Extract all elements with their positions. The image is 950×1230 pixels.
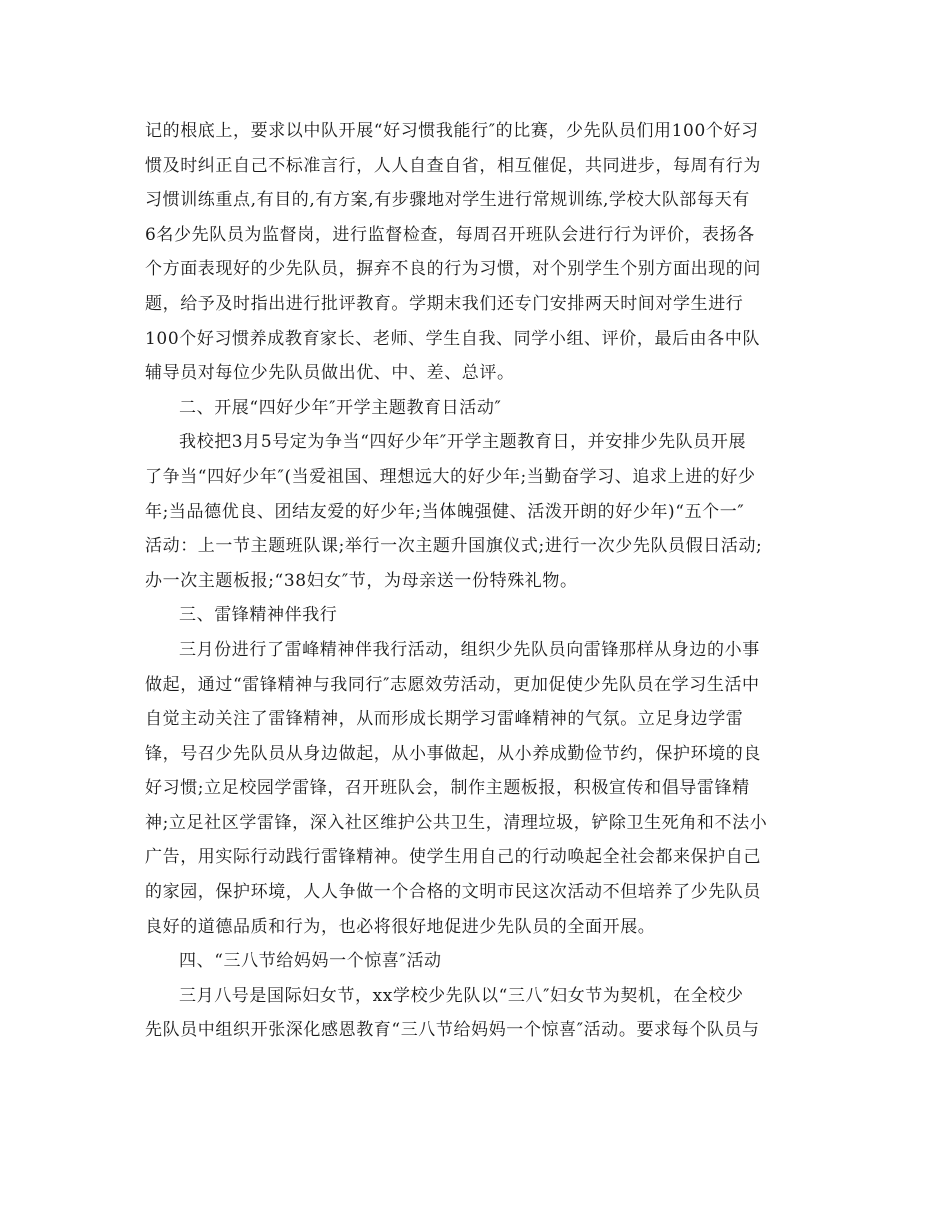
text-line: 记的根底上，要求以中队开展“好习惯我能行″的比赛，少先队员们用100个好习 — [145, 121, 759, 141]
section-heading: 三、雷锋精神伴我行 — [179, 605, 338, 626]
text-line: 神;立足社区学雷锋，深入社区维护公共卫生，清理垃圾，铲除卫生死角和不法小 — [145, 812, 768, 833]
text-line: 好习惯;立足校园学雷锋，召开班队会，制作主题板报，积极宣传和倡导雷锋精 — [145, 778, 750, 799]
text-line: 题，给予及时指出进行批评教育。学期末我们还专门安排两天时间对学生进行 — [145, 293, 744, 314]
text-line: 辅导员对每位少先队员做出优、中、差、总评。 — [145, 363, 515, 384]
text-line: 做起，通过“雷锋精神与我同行″志愿效劳活动，更加促使少先队员在学习生活中 — [145, 674, 760, 695]
section-heading: 二、开展“四好少年″开学主题教育日活动″ — [179, 397, 502, 418]
section-heading: 四、“三八节给妈妈一个惊喜″活动 — [179, 951, 442, 972]
text-line: 良好的道德品质和行为，也必将很好地促进少先队员的全面开展。 — [145, 916, 656, 937]
text-line: 100个好习惯养成教育家长、老师、学生自我、同学小组、评价，最后由各中队 — [145, 328, 761, 349]
text-line: 个方面表现好的少先队员，摒弃不良的行为习惯，对个别学生个别方面出现的问 — [145, 259, 761, 280]
text-line: 活动：上一节主题班队课;举行一次主题升国旗仪式;进行一次少先队员假日活动; — [145, 536, 763, 557]
text-line: 办一次主题板报;“38妇女″节，为母亲送一份特殊礼物。 — [145, 570, 578, 591]
text-line: 自觉主动关注了雷锋精神，从而形成长期学习雷峰精神的气氛。立足身边学雷 — [145, 709, 744, 730]
text-line: 三月八号是国际妇女节，xx学校少先队以“三八″妇女节为契机，在全校少 — [179, 985, 744, 1006]
document-body — [145, 114, 810, 1048]
text-line: 年;当品德优良、团结友爱的好少年;当体魄强健、活泼开朗的好少年)“五个一″ — [145, 501, 745, 522]
text-line: 三月份进行了雷峰精神伴我行活动，组织少先队员向雷锋那样从身边的小事 — [179, 639, 760, 660]
text-line: 惯及时纠正自己不标准言行，人人自查自省，相互催促，共同进步，每周有行为 — [145, 155, 761, 176]
text-line: 我校把3月5号定为争当“四好少年″开学主题教育日，并安排少先队员开展 — [179, 432, 747, 453]
text-line: 广告，用实际行动践行雷锋精神。使学生用自己的行动唤起全社会都来保护自己 — [145, 847, 761, 868]
text-line: 6名少先队员为监督岗，进行监督检查，每周召开班队会进行行为评价，表扬各 — [145, 224, 755, 245]
text-line: 了争当“四好少年″(当爱祖国、理想远大的好少年;当勤奋学习、追求上进的好少 — [145, 466, 756, 487]
text-line: 先队员中组织开张深化感恩教育“三八节给妈妈一个惊喜″活动。要求每个队员与 — [145, 1020, 760, 1041]
text-line: 锋，号召少先队员从身边做起，从小事做起，从小养成勤俭节约，保护环境的良 — [145, 743, 761, 764]
text-line: 习惯训练重点,有目的,有方案,有步骤地对学生进行常规训练,学校大队部每天有 — [145, 190, 750, 211]
text-line: 的家园，保护环境，人人争做一个合格的文明市民这次活动不但培养了少先队员 — [145, 882, 761, 903]
